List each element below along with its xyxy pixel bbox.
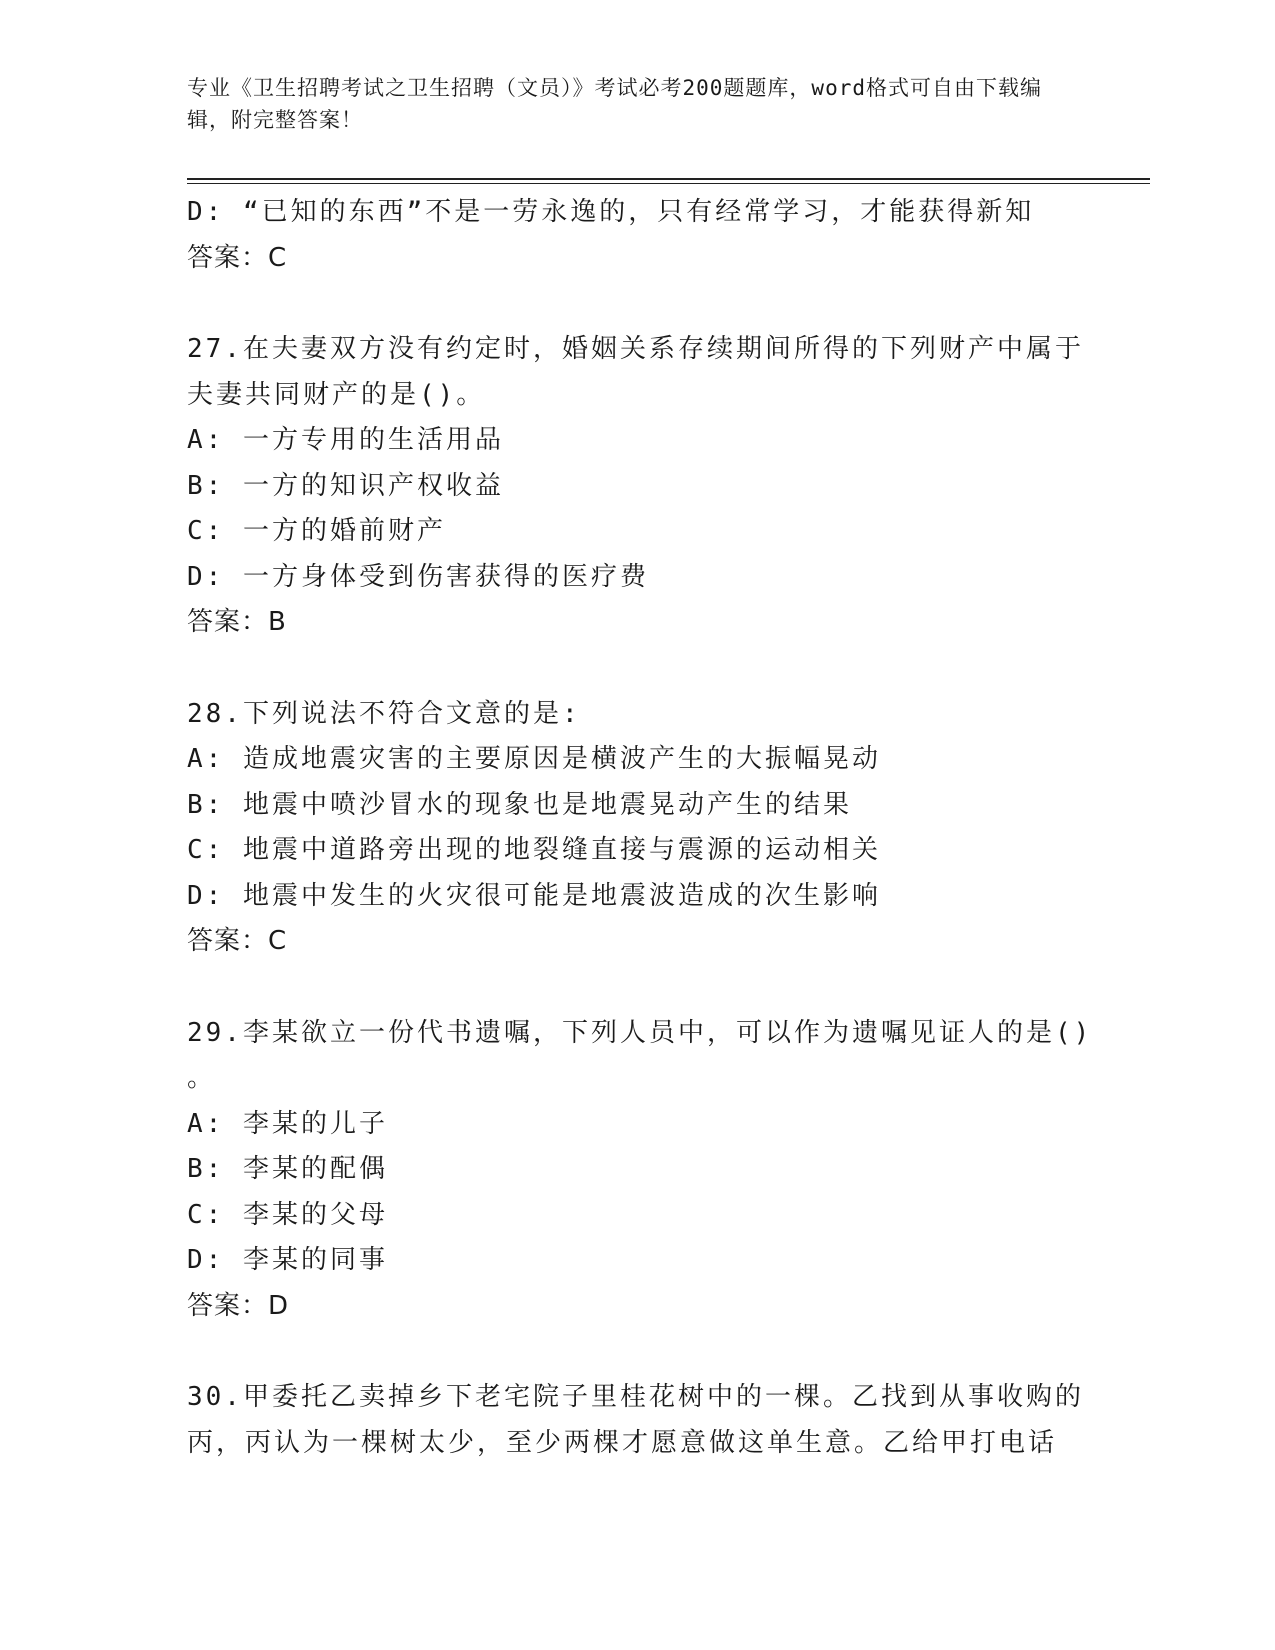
question-stem: 28.下列说法不符合文意的是:	[187, 698, 581, 729]
question-list	[187, 190, 1093, 1466]
page-header: 专业《卫生招聘考试之卫生招聘（文员）》考试必考200题题库，word格式可自由下载编辑，附完整答案！	[187, 76, 1042, 132]
option-a: A: 一方专用的生活用品	[187, 425, 504, 455]
question-stem-cont: 丙，丙认为一棵树太少，至少两棵才愿意做这单生意。乙给甲打电话	[187, 1427, 1058, 1458]
option-d: D: 一方身体受到伤害获得的医疗费	[187, 561, 649, 592]
option-a: A: 造成地震灾害的主要原因是横波产生的大振幅晃动	[187, 744, 881, 774]
header-divider-thick	[187, 178, 1150, 180]
question-stem: 30.甲委托乙卖掉乡下老宅院子里桂花树中的一棵。乙找到从事收购的	[187, 1382, 1084, 1412]
option-d: D: “已知的东西”不是一劳永逸的，只有经常学习，才能获得新知	[187, 197, 1035, 227]
option-a: A: 李某的儿子	[187, 1108, 388, 1139]
option-b: B: 一方的知识产权收益	[187, 470, 504, 501]
question-stem-cont: 夫妻共同财产的是()。	[187, 379, 486, 410]
question-stem: 29.李某欲立一份代书遗嘱，下列人员中，可以作为遗嘱见证人的是()	[187, 1017, 1093, 1048]
option-c: C: 地震中道路旁出现的地裂缝直接与震源的运动相关	[187, 835, 881, 865]
option-d: D: 李某的同事	[187, 1245, 388, 1275]
answer-line: 答案：C	[187, 926, 288, 956]
question-28	[187, 692, 1087, 965]
option-c: C: 李某的父母	[187, 1199, 388, 1230]
answer-line: 答案：B	[187, 607, 287, 637]
question-27	[187, 327, 1087, 646]
question-stem-cont: 。	[187, 1063, 217, 1093]
answer-line: 答案：C	[187, 242, 288, 273]
option-b: B: 李某的配偶	[187, 1154, 388, 1184]
question-29	[187, 1011, 1093, 1330]
header-divider-thin	[187, 183, 1150, 184]
question-stem: 27.在夫妻双方没有约定时，婚姻关系存续期间所得的下列财产中属于	[187, 334, 1084, 364]
option-d: D: 地震中发生的火灾很可能是地震波造成的次生影响	[187, 880, 881, 911]
option-b: B: 地震中喷沙冒水的现象也是地震晃动产生的结果	[187, 789, 852, 820]
answer-line: 答案：D	[187, 1290, 290, 1321]
question-26-tail	[187, 190, 1087, 281]
question-30	[187, 1375, 1087, 1466]
option-c: C: 一方的婚前财产	[187, 516, 446, 546]
